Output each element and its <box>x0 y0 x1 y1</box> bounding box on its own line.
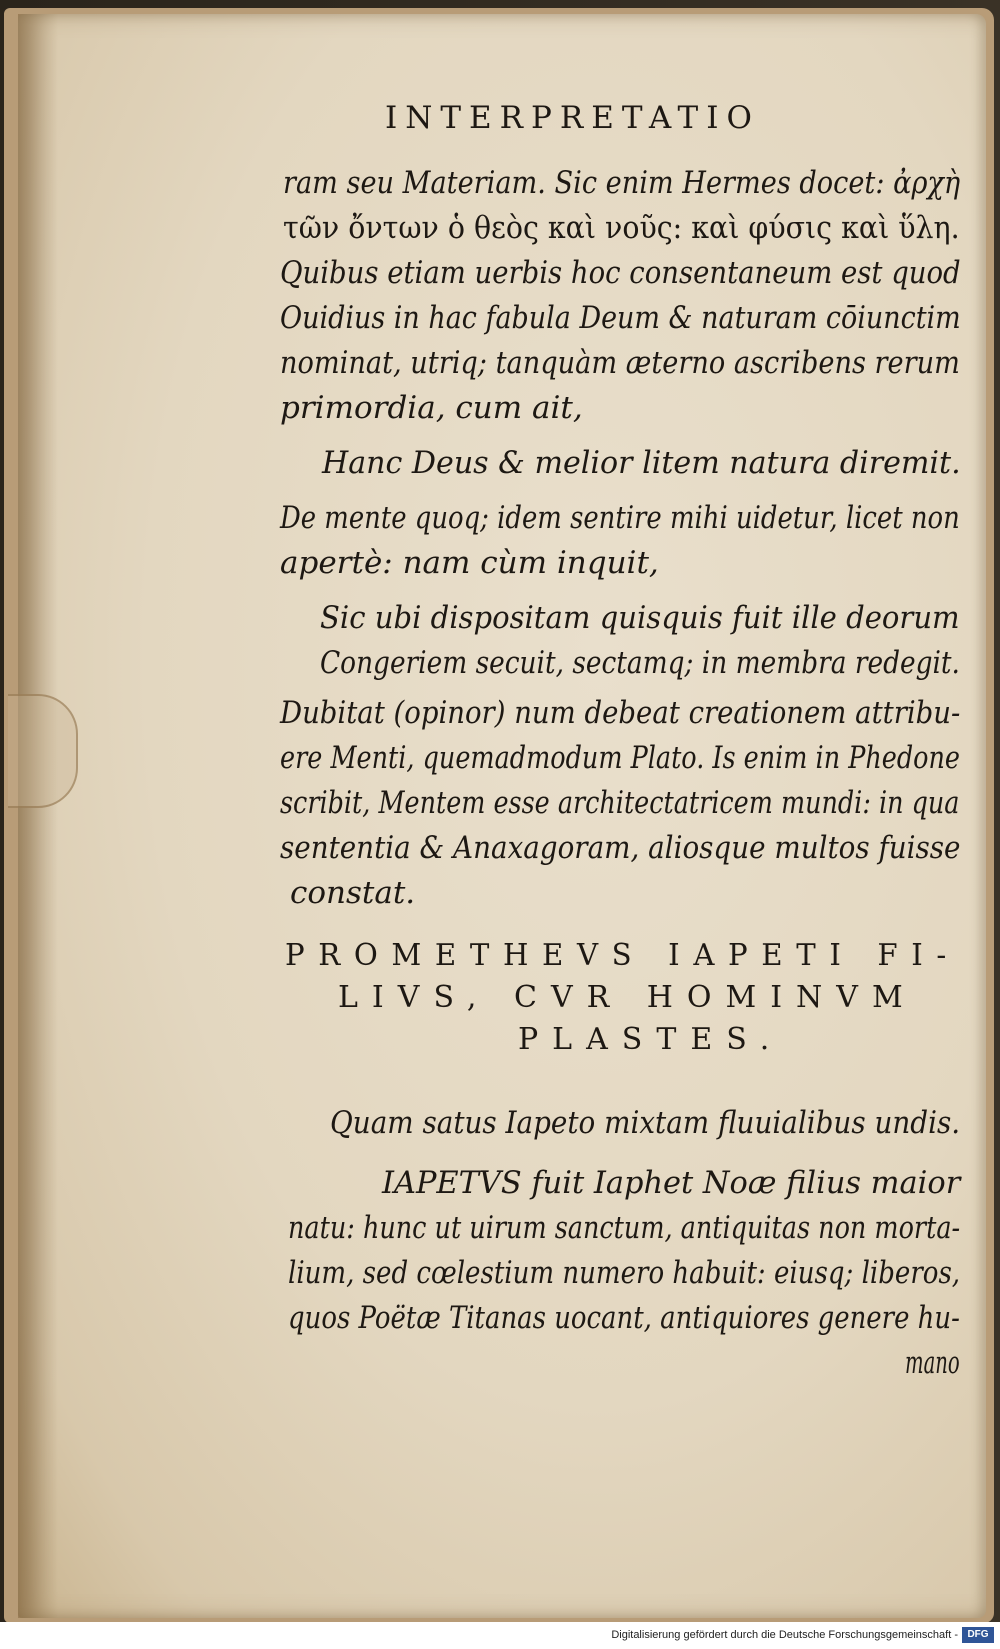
verse-line: Congeriem secuit, sectamq; in membra redegit. <box>320 645 960 681</box>
body-line: apertè: nam cùm inquit, <box>280 545 659 581</box>
footer-credit: Digitalisierung gefördert durch die Deutsche Forschungsgemeinschaft - <box>611 1629 958 1641</box>
verse-line: Sic ubi dispositam quisquis fuit ille deorum <box>320 600 960 636</box>
body-line: lium, sed cœlestium numero habuit: eiusq; liberos, <box>288 1255 961 1291</box>
body-line: IAPETVS fuit Iaphet Noæ filius maior <box>382 1165 961 1201</box>
body-line: scribit, Mentem esse architectatricem mundi: in qua <box>280 785 960 821</box>
body-line: ere Menti, quemadmodum Plato. Is enim in Phedone <box>280 740 960 776</box>
verse-line: Hanc Deus & melior litem natura diremit. <box>322 445 961 481</box>
body-line: De mente quoq; idem sentire mihi uidetur, licet non <box>280 500 960 536</box>
body-line: quos Poëtæ Titanas uocant, antiquiores genere hu- <box>288 1300 960 1336</box>
section-heading-line: PROMETHEVS IAPETI FI- <box>285 938 960 973</box>
body-line: ram seu Materiam. Sic enim Hermes docet: ἀρχὴ <box>283 165 961 201</box>
dfg-logo: DFG <box>962 1627 994 1643</box>
verse-line: Quam satus Iapeto mixtam fluuialibus undis. <box>330 1105 961 1141</box>
catchword: mano <box>905 1345 960 1381</box>
body-line: nominat, utriq; tanquàm æterno ascribens rerum <box>280 345 960 381</box>
body-line: sententia & Anaxagoram, aliosque multos fuisse <box>280 830 961 866</box>
section-heading-line: LIVS, CVR HOMINVM <box>338 980 917 1015</box>
body-line: Quibus etiam uerbis hoc consentaneum est quod <box>280 255 961 291</box>
body-line: Ouidius in hac fabula Deum & naturam cōiunctim <box>280 300 961 336</box>
body-line: natu: hunc ut uirum sanctum, antiquitas non morta- <box>288 1210 961 1246</box>
body-line: constat. <box>290 875 416 911</box>
section-heading-line: PLASTES. <box>518 1022 784 1057</box>
running-head: INTERPRETATIO <box>385 100 760 136</box>
body-line: Dubitat (opinor) num debeat creationem attribu- <box>280 695 961 731</box>
body-line-greek: τῶν ὄντων ὁ θεὸς καὶ νοῦς: καὶ φύσις καὶ ὕλη. <box>283 210 960 246</box>
body-line: primordia, cum ait, <box>280 390 583 426</box>
